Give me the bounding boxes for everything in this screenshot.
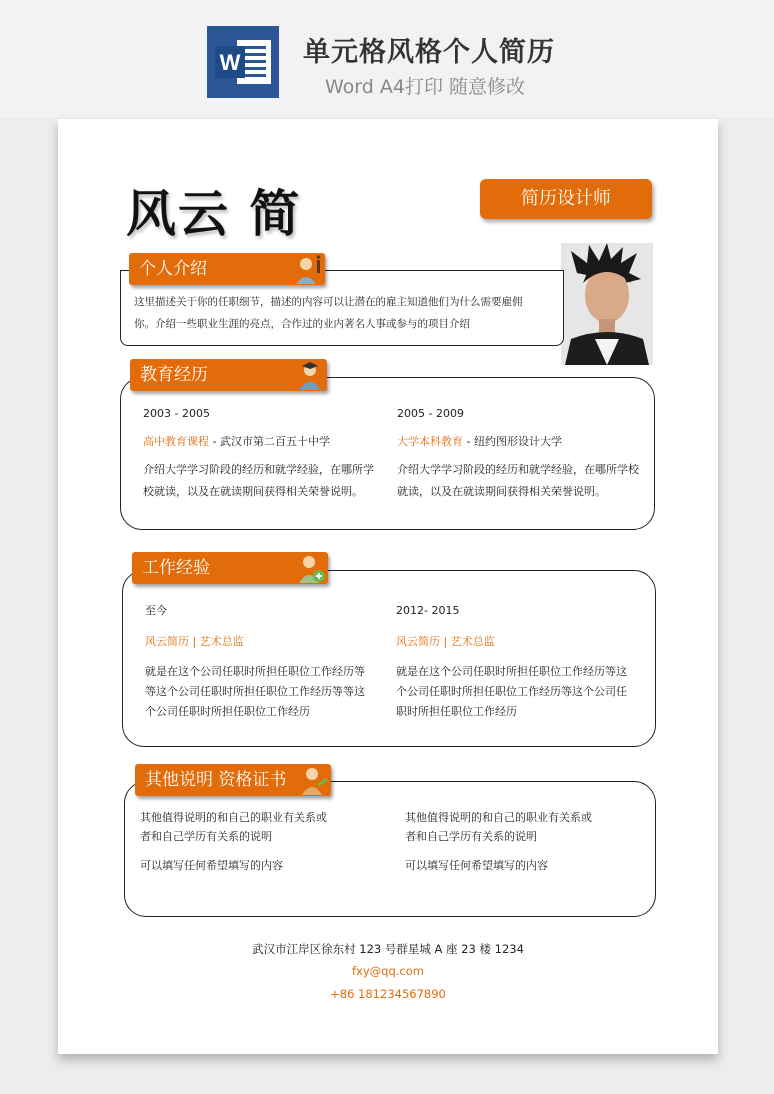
- svg-text:W: W: [219, 50, 241, 75]
- intro-text: [134, 291, 562, 335]
- education-school-2: 纽约图形设计大学: [473, 435, 562, 448]
- work-desc-1a: 就是在这个公司任职时所担任职位工作经历等: [145, 665, 365, 678]
- resume-page: [58, 119, 718, 1054]
- education-heading-tab: [130, 359, 327, 391]
- other-line-2b: 者和自己学历有关系的说明: [405, 830, 537, 843]
- person-info-icon: [293, 254, 323, 284]
- education-heading: 教育经历: [140, 365, 208, 385]
- work-desc-2b: 个公司任职时所担任职位工作经历等这个公司任: [396, 685, 627, 698]
- banner-title: 单元格风格个人简历: [303, 37, 555, 68]
- work-desc-2c: 职时所担任职位工作经历: [396, 705, 517, 718]
- education-entry-1: [143, 403, 383, 503]
- portrait-image: [561, 243, 653, 365]
- other-entry-1: [140, 808, 390, 875]
- resume-name: 风云 简: [126, 185, 302, 243]
- person-add-icon: [296, 553, 326, 583]
- education-school-1: 武汉市第二百五十中学: [219, 435, 330, 448]
- profile-photo: [561, 243, 653, 365]
- other-line-1a: 其他值得说明的和自己的职业有关系或: [140, 811, 327, 824]
- work-period-2: 2012- 2015: [396, 604, 460, 617]
- other-entry-2: [405, 808, 655, 875]
- work-role-1: 风云简历 | 艺术总监: [145, 635, 244, 648]
- work-entry-2: [396, 600, 646, 722]
- banner-subtitle: Word A4打印 随意修改: [325, 76, 526, 98]
- job-title-badge: 简历设计师: [480, 179, 652, 219]
- education-period-2: 2005 - 2009: [397, 407, 464, 420]
- person-certificate-icon: [299, 765, 329, 795]
- education-type-2: 大学本科教育: [397, 435, 463, 448]
- work-entry-1: [145, 600, 385, 722]
- work-role-2: 风云简历 | 艺术总监: [396, 635, 495, 648]
- graduate-person-icon: [295, 360, 325, 390]
- work-desc-1b: 等这个公司任职时所担任职位工作经历等等这: [145, 685, 365, 698]
- education-separator-1: -: [209, 435, 220, 448]
- word-app-icon: [207, 26, 279, 98]
- intro-heading-tab: [129, 253, 325, 285]
- work-heading: 工作经验: [142, 558, 210, 578]
- education-school-line-1: [143, 431, 383, 453]
- intro-heading: 个人介绍: [139, 259, 207, 279]
- education-school-line-2: [397, 431, 647, 453]
- education-entry-2: [397, 403, 647, 503]
- work-desc-1c: 个公司任职时所担任职位工作经历: [145, 705, 310, 718]
- other-heading-tab: [135, 764, 331, 796]
- document-banner: [0, 0, 774, 118]
- work-period-1: 至今: [145, 604, 167, 617]
- other-line-2a: 其他值得说明的和自己的职业有关系或: [405, 811, 592, 824]
- education-desc-1a: 介绍大学学习阶段的经历和就学经验，在哪所学: [143, 463, 374, 476]
- contact-phone: +86 181234567890: [330, 987, 446, 1001]
- education-period-1: 2003 - 2005: [143, 407, 210, 420]
- other-line-1b: 者和自己学历有关系的说明: [140, 830, 272, 843]
- other-line-2c: 可以填写任何希望填写的内容: [405, 859, 548, 872]
- other-line-1c: 可以填写任何希望填写的内容: [140, 859, 283, 872]
- intro-line-2: 你。介绍一些职业生涯的亮点，合作过的业内著名人事或参与的项目介绍: [134, 318, 470, 330]
- other-heading: 其他说明 资格证书: [145, 770, 287, 790]
- education-desc-2b: 就读，以及在就读期间获得相关荣誉说明。: [397, 485, 606, 498]
- education-desc-1b: 校就读，以及在就读期间获得相关荣誉说明。: [143, 485, 363, 498]
- intro-line-1: 这里描述关于你的任职细节，描述的内容可以让潜在的雇主知道他们为什么需要雇佣: [134, 296, 523, 308]
- education-desc-2a: 介绍大学学习阶段的经历和就学经验，在哪所学校: [397, 463, 639, 476]
- education-type-1: 高中教育课程: [143, 435, 209, 448]
- education-separator-2: -: [463, 435, 474, 448]
- work-desc-2a: 就是在这个公司任职时所担任职位工作经历等这: [396, 665, 627, 678]
- work-heading-tab: [132, 552, 328, 584]
- contact-email[interactable]: fxy@qq.com: [352, 964, 424, 978]
- contact-address: 武汉市江岸区徐东村 123 号群星城 A 座 23 楼 1234: [252, 942, 524, 956]
